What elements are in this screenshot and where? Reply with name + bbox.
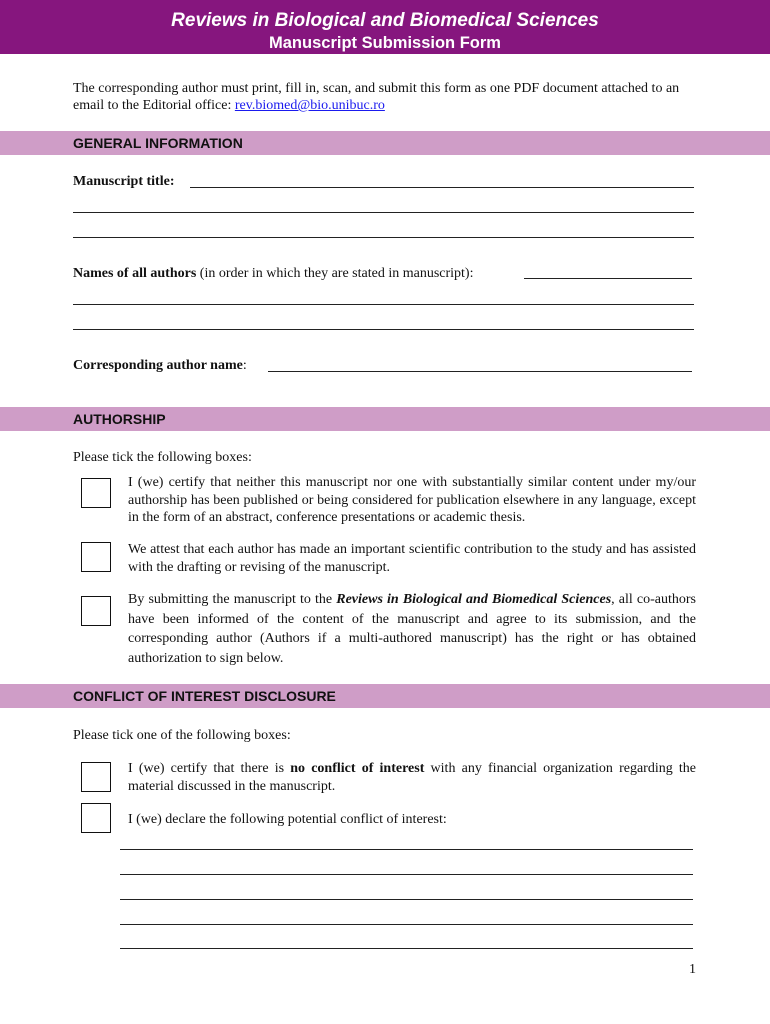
conflict-of-interest-section: [0, 684, 770, 708]
general-information-heading: GENERAL INFORMATION: [73, 135, 243, 151]
authorship-heading: AUTHORSHIP: [73, 411, 166, 427]
conflict-field-line-2[interactable]: [120, 874, 693, 875]
conflict-field-line-4[interactable]: [120, 924, 693, 925]
corresponding-author-label: Corresponding author name:: [73, 358, 247, 373]
journal-title: Reviews in Biological and Biomedical Sciences: [171, 10, 599, 31]
conflict-instruction: Please tick one of the following boxes:: [73, 728, 291, 743]
intro-paragraph: [73, 80, 713, 114]
authorship-instruction: Please tick the following boxes:: [73, 450, 252, 465]
authorship-section: [0, 407, 770, 431]
no-conflict-checkbox[interactable]: [81, 762, 111, 792]
manuscript-title-field-line-3[interactable]: [73, 237, 694, 238]
general-information-section: [0, 131, 770, 155]
no-conflict-statement: I (we) certify that there is no conflict of interest with any financial organization regarding the material discussed in the manuscript.: [128, 761, 696, 794]
authorship-checkbox-2[interactable]: [81, 542, 111, 572]
header-band: [0, 0, 770, 54]
conflict-field-line-3[interactable]: [120, 899, 693, 900]
declare-conflict-statement: I (we) declare the following potential conflict of interest:: [128, 812, 447, 827]
authorship-statement-2: We attest that each author has made an important scientific contribution to the study and has assisted with the drafting or revising of the manuscript.: [128, 542, 696, 575]
authorship-checkbox-3[interactable]: [81, 596, 111, 626]
manuscript-title-label: Manuscript title:: [73, 174, 175, 189]
authors-field-line-3[interactable]: [73, 329, 694, 330]
declare-conflict-checkbox[interactable]: [81, 803, 111, 833]
manuscript-title-field-line-1[interactable]: [190, 187, 694, 188]
form-title: Manuscript Submission Form: [269, 34, 501, 52]
authors-label: Names of all authors (in order in which they are stated in manuscript):: [73, 266, 474, 281]
corresponding-author-field-line[interactable]: [268, 371, 692, 372]
conflict-field-line-5[interactable]: [120, 948, 693, 949]
conflict-of-interest-heading: CONFLICT OF INTEREST DISCLOSURE: [73, 688, 336, 704]
manuscript-title-field-line-2[interactable]: [73, 212, 694, 213]
authorship-checkbox-1[interactable]: [81, 478, 111, 508]
page-number: 1: [689, 962, 696, 977]
authorship-statement-3: By submitting the manuscript to the Reviews in Biological and Biomedical Sciences, all co-authors have been informed of the content of the manuscript and agree to its submission, and the corresponding author (Authors if a multi-authored manuscript) has the right or has obtained authorization to sign below.: [128, 592, 696, 666]
authors-field-line-1[interactable]: [524, 278, 692, 279]
editorial-email-link[interactable]: rev.biomed@bio.unibuc.ro: [234, 98, 385, 113]
journal-name-emphasis: Reviews in Biological and Biomedical Sciences: [336, 592, 612, 607]
authors-field-line-2[interactable]: [73, 304, 694, 305]
intro-text: The corresponding author must print, fill in, scan, and submit this form as one PDF document attached to an email to the Editorial office:: [73, 81, 680, 113]
authorship-statement-1: I (we) certify that neither this manuscript nor one with substantially similar content under my/our authorship has been published or being considered for publication elsewhere in any language, except in the form of an abstract, conference presentations or academic thesis.: [128, 475, 696, 525]
conflict-field-line-1[interactable]: [120, 849, 693, 850]
